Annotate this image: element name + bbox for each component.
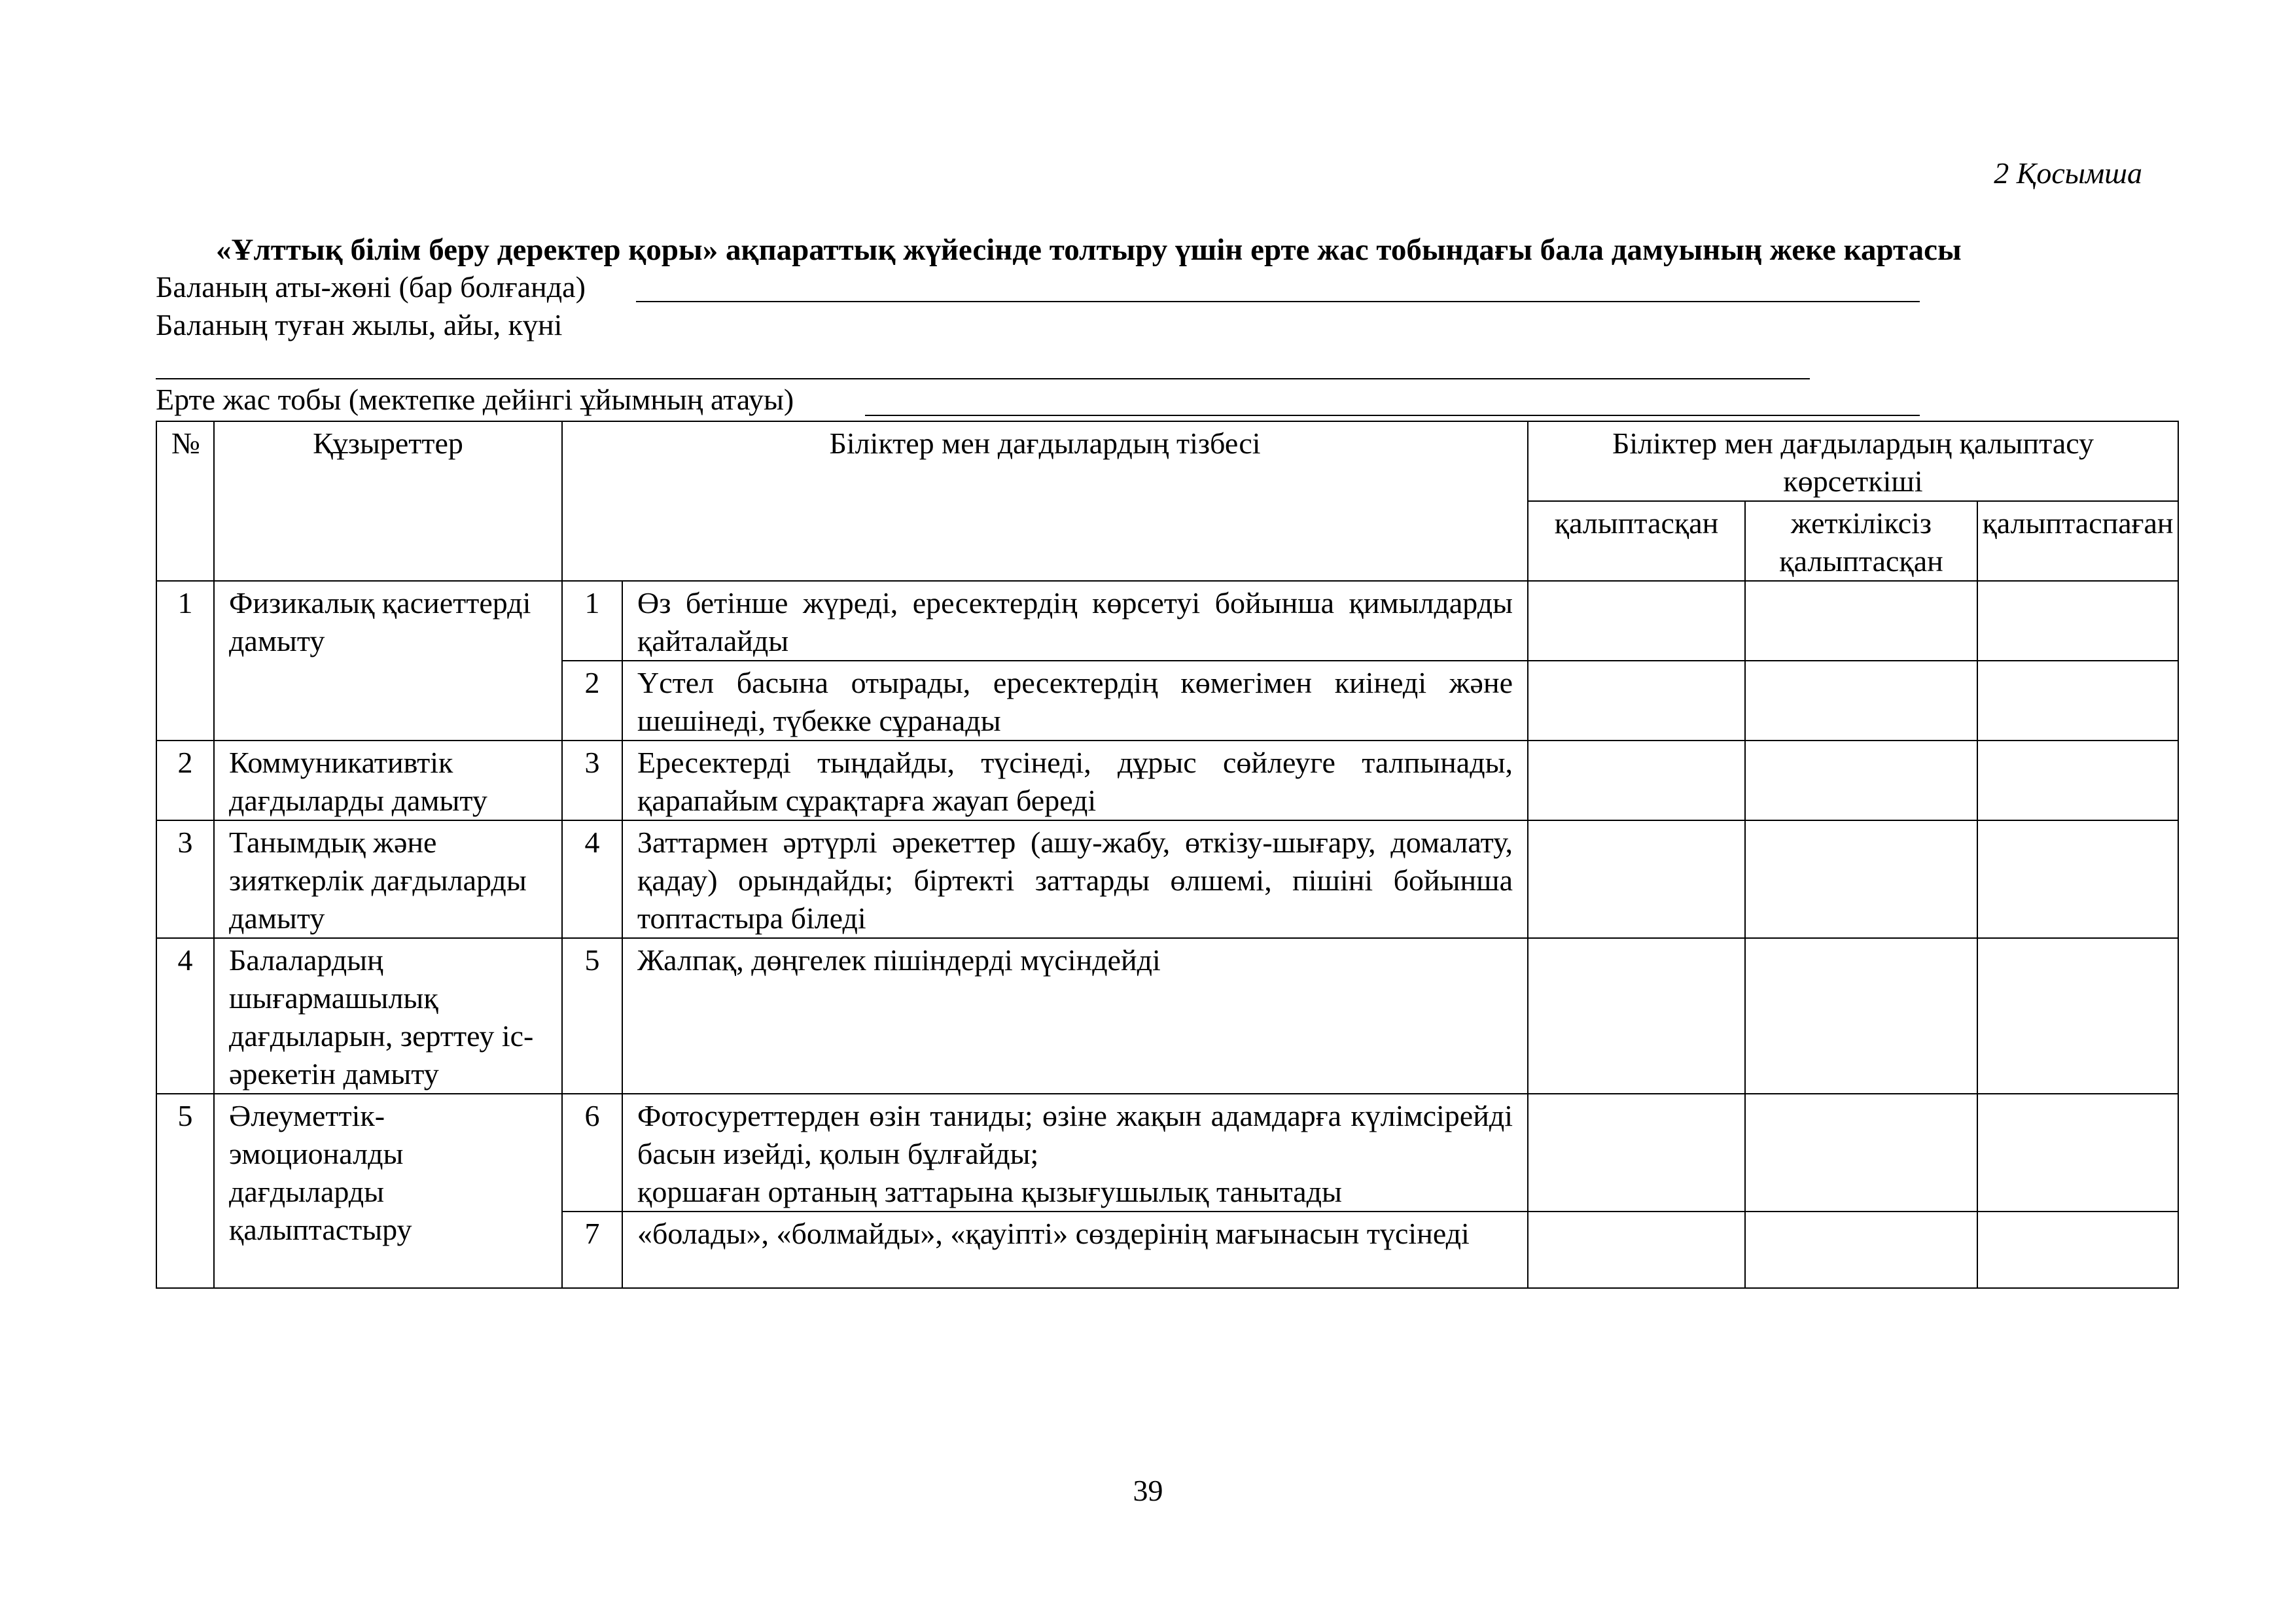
group-number: 5 [156, 1094, 214, 1288]
insufficient-cell[interactable] [1745, 820, 1977, 938]
birth-date-label: Баланың туған жылы, айы, күні [156, 308, 563, 341]
header-skills-list: Біліктер мен дағдылардың тізбесі [562, 421, 1528, 581]
skill-number: 5 [562, 938, 622, 1094]
skill-text [622, 1094, 1528, 1212]
competency-cell: Коммуникативтік дағдыларды дамыту [214, 741, 562, 820]
table-row [156, 820, 2178, 938]
competency-cell: Балалардың шығармашылық дағдыларын, зерттеу іс-әрекетін дамыту [214, 938, 562, 1094]
table-row [156, 741, 2178, 820]
formed-cell[interactable] [1528, 1212, 1745, 1288]
table-row [156, 1094, 2178, 1212]
competency-cell: Физикалық қасиеттерді дамыту [214, 581, 562, 741]
not-formed-cell[interactable] [1977, 1212, 2178, 1288]
page-number: 39 [1133, 1474, 1163, 1507]
not-formed-cell[interactable] [1977, 741, 2178, 820]
insufficient-cell[interactable] [1745, 1094, 1977, 1212]
skill-number: 6 [562, 1094, 622, 1212]
insufficient-cell[interactable] [1745, 1212, 1977, 1288]
header-competencies: Құзыреттер [214, 421, 562, 581]
group-line[interactable] [865, 415, 1920, 416]
not-formed-cell[interactable] [1977, 581, 2178, 661]
not-formed-cell[interactable] [1977, 1094, 2178, 1212]
competency-cell: Әлеуметтік-эмоционалды дағдыларды қалыптастыру [214, 1094, 562, 1288]
skill-number: 1 [562, 581, 622, 661]
formed-cell[interactable] [1528, 741, 1745, 820]
table-row [156, 581, 2178, 661]
not-formed-cell[interactable] [1977, 820, 2178, 938]
appendix-label: 2 Қосымша [1994, 156, 2142, 190]
skill-number: 7 [562, 1212, 622, 1288]
header-not-formed: қалыптаспаған [1977, 501, 2178, 581]
competency-cell: Танымдық және зияткерлік дағдыларды дамыту [214, 820, 562, 938]
formed-cell[interactable] [1528, 1094, 1745, 1212]
skill-text: Өз бетінше жүреді, ересектердің көрсетуі бойынша қимылдарды қайталайды [622, 581, 1528, 661]
skill-text-line: қоршаған ортаның заттарына қызығушылық танытады [637, 1175, 1342, 1208]
formed-cell[interactable] [1528, 661, 1745, 741]
skill-text: Жалпақ, дөңгелек пішіндерді мүсіндейді [622, 938, 1528, 1094]
insufficient-cell[interactable] [1745, 938, 1977, 1094]
development-card-table [156, 421, 2179, 1289]
birth-date-line[interactable] [156, 378, 1810, 379]
header-indicator: Біліктер мен дағдылардың қалыптасу көрсеткіші [1528, 421, 2178, 501]
header-no: № [156, 421, 214, 581]
document-title: «Ұлттық білім беру деректер қоры» ақпараттық жүйесінде толтыру үшін ерте жас тобындағы бала дамуының жеке картасы [216, 233, 1962, 267]
child-name-label: Баланың аты-жөні (бар болғанда) [156, 270, 586, 304]
skill-number: 2 [562, 661, 622, 741]
group-number: 1 [156, 581, 214, 741]
skill-text-line: Фотосуреттерден өзін таниды; өзіне жақын адамдарға күлімсірейді басын изейді, қолын бұлғайды; [637, 1099, 1513, 1170]
skill-text: Заттармен әртүрлі әрекеттер (ашу-жабу, өткізу-шығару, домалату, қадау) орындайды; біртекті заттарды өлшемі, пішіні бойынша топтастыра біледі [622, 820, 1528, 938]
formed-cell[interactable] [1528, 820, 1745, 938]
group-number: 4 [156, 938, 214, 1094]
insufficient-cell[interactable] [1745, 581, 1977, 661]
skill-number: 4 [562, 820, 622, 938]
insufficient-cell[interactable] [1745, 661, 1977, 741]
formed-cell[interactable] [1528, 938, 1745, 1094]
table-row [156, 938, 2178, 1094]
child-name-line[interactable] [636, 301, 1920, 302]
header-insufficient: жеткіліксіз қалыптасқан [1745, 501, 1977, 581]
not-formed-cell[interactable] [1977, 938, 2178, 1094]
skill-text: Ересектерді тыңдайды, түсінеді, дұрыс сөйлеуге талпынады, қарапайым сұрақтарға жауап береді [622, 741, 1528, 820]
group-number: 3 [156, 820, 214, 938]
group-label: Ерте жас тобы (мектепке дейінгі ұйымның атауы) [156, 383, 794, 416]
header-formed: қалыптасқан [1528, 501, 1745, 581]
insufficient-cell[interactable] [1745, 741, 1977, 820]
group-number: 2 [156, 741, 214, 820]
not-formed-cell[interactable] [1977, 661, 2178, 741]
skill-text: Үстел басына отырады, ересектердің көмегімен киінеді және шешінеді, түбекке сұранады [622, 661, 1528, 741]
formed-cell[interactable] [1528, 581, 1745, 661]
skill-text: «болады», «болмайды», «қауіпті» сөздерінің мағынасын түсінеді [622, 1212, 1528, 1288]
skill-number: 3 [562, 741, 622, 820]
